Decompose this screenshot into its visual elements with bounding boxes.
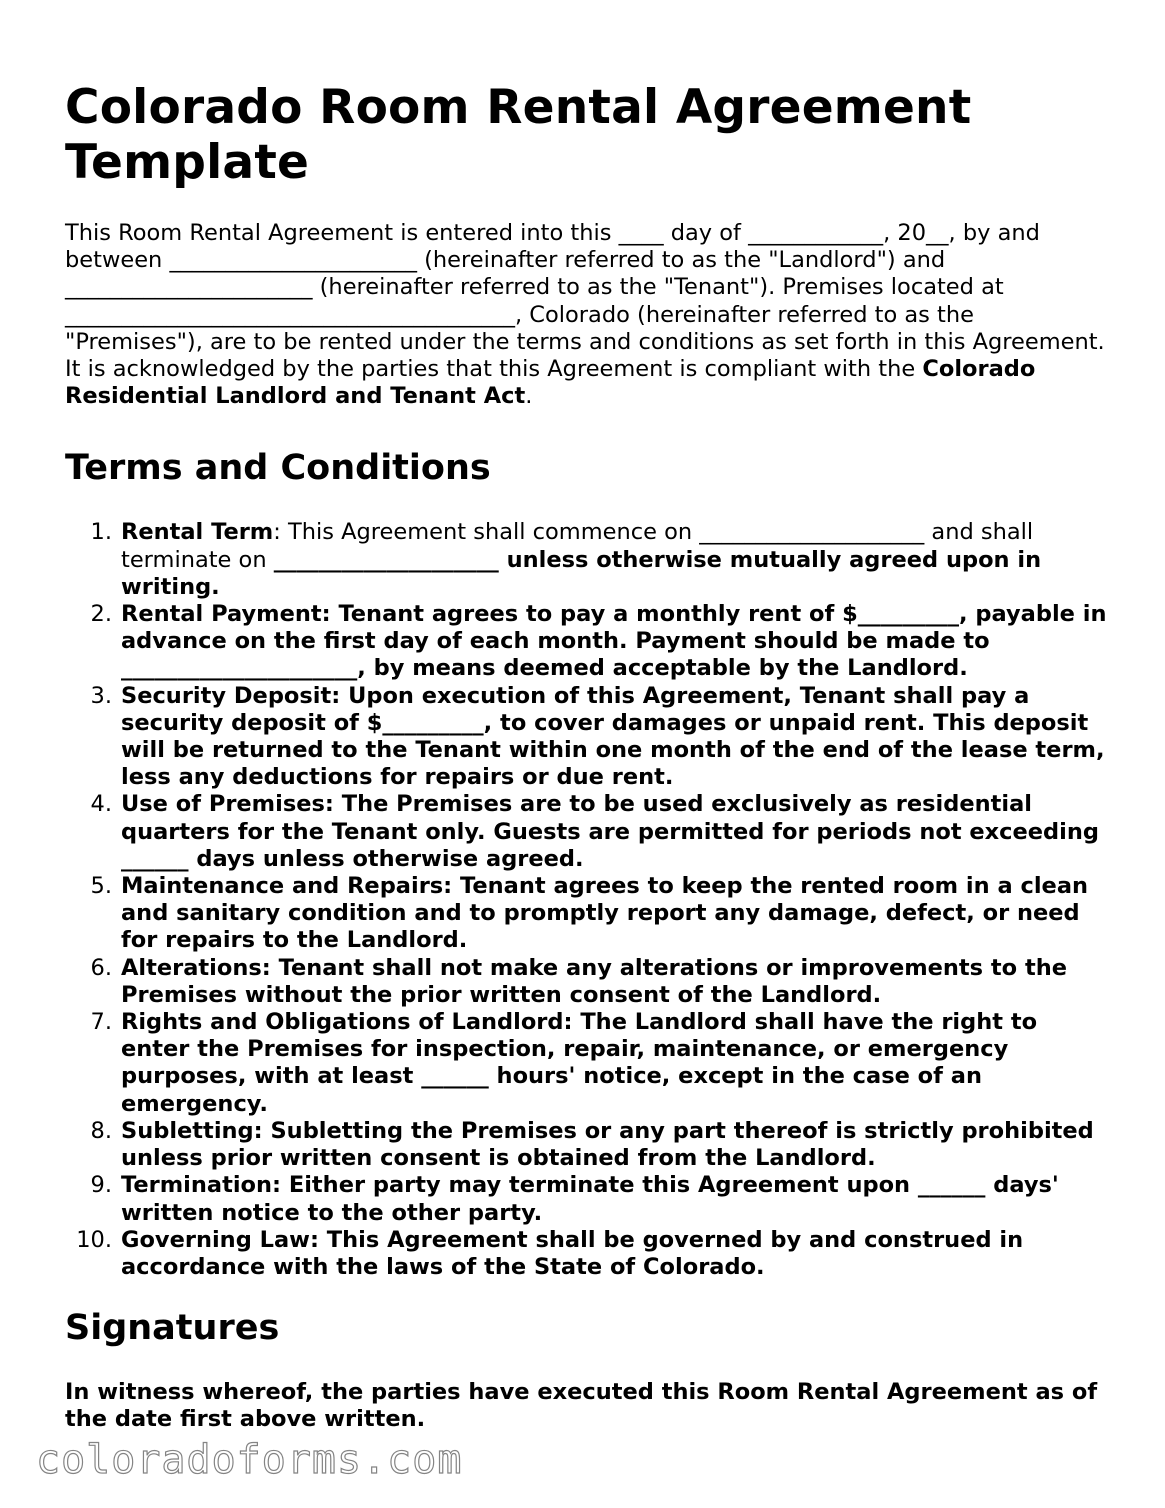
watermark-logo: coloradoforms.com — [36, 1437, 463, 1483]
term-number: 4. — [90, 791, 112, 818]
term-text: Alterations: Tenant shall not make any alterations or improvements to the Premises without the prior written consent of the Landlord. — [121, 954, 1067, 1008]
document-page — [65, 80, 1110, 1434]
term-text: Rental Payment: Tenant agrees to pay a monthly rent of $_________, payable in advance on the first day of each month. Payment should be made to _____________________, by means deemed acceptable by the Landlord. — [121, 601, 1107, 682]
term-number: 2. — [90, 601, 112, 628]
term-label: Rental Term — [121, 519, 274, 546]
term-item — [65, 519, 1110, 601]
term-text: Use of Premises: The Premises are to be used exclusively as residential quarters for the Tenant only. Guests are permitted for periods not exceeding ______ days unless otherwise agreed. — [121, 791, 1099, 872]
term-text: Rights and Obligations of Landlord: The Landlord shall have the right to enter the Premises for inspection, repair, maintenance, or emergency purposes, with at least ______ hours' notice, except in the case of an emergency. — [121, 1009, 1038, 1117]
term-number: 10. — [76, 1226, 112, 1253]
term-text: Security Deposit: Upon execution of this Agreement, Tenant shall pay a security deposit of $_________, to cover damages or unpaid rent. This deposit will be returned to the Tenant within one month of the end of the lease term, less any deductions for repairs or due rent. — [121, 682, 1105, 791]
witness-statement: In witness whereof, the parties have executed this Room Rental Agreement as of the date first above written. — [65, 1379, 1098, 1433]
term-number: 1. — [90, 519, 112, 546]
term-item — [65, 955, 1110, 1009]
term-number: 7. — [90, 1009, 112, 1036]
term-text: Maintenance and Repairs: Tenant agrees to keep the rented room in a clean and sanitary condition and to promptly report any damage, defect, or need for repairs to the Landlord. — [121, 873, 1089, 954]
term-bold-text: ____________________ unless otherwise mutually agreed upon in writing. — [121, 546, 1042, 600]
page-title: Colorado Room Rental Agreement Template — [65, 80, 972, 190]
terms-heading: Terms and Conditions — [65, 448, 491, 489]
term-number: 8. — [90, 1117, 112, 1144]
term-number: 9. — [90, 1172, 112, 1199]
terms-list — [65, 519, 1110, 1281]
term-number: 5. — [90, 873, 112, 900]
term-item — [65, 1172, 1110, 1226]
term-item — [65, 1009, 1110, 1118]
term-item — [65, 683, 1110, 792]
intro-paragraph — [65, 220, 1110, 410]
term-item — [65, 791, 1110, 873]
term-text: Termination: Either party may terminate this Agreement upon ______ days' written notice to the other party. — [121, 1172, 1059, 1226]
intro-text: This Room Rental Agreement is entered into this ____ day of ____________, 20__, by and between ______________________ (hereinafter referred to as the "Landlord") and ______________________ (hereinafter referred to as the "Tenant"). Premises located at ________________________________________, Colorado (hereinafter referred to as the "Premises"), are to be rented under the terms and conditions as set forth in this Agreement. It is acknowledged by the parties that this Agreement is compliant with the — [65, 220, 1105, 383]
term-number: 3. — [90, 682, 112, 709]
signatures-heading: Signatures — [65, 1308, 280, 1349]
term-item — [65, 601, 1110, 683]
term-item — [65, 1118, 1110, 1172]
term-text: Governing Law: This Agreement shall be governed by and construed in accordance with the laws of the State of Colorado. — [121, 1226, 1024, 1280]
term-number: 6. — [90, 954, 112, 981]
term-item — [65, 873, 1110, 955]
term-item — [65, 1227, 1110, 1281]
term-text: Subletting: Subletting the Premises or any part thereof is strictly prohibited unless prior written consent is obtained from the Landlord. — [121, 1117, 1094, 1172]
term-normal-text: : This Agreement shall commence on ____________________ and shall terminate on — [121, 519, 1034, 573]
intro-end: . — [525, 383, 533, 410]
intro-act-name: Colorado Residential Landlord and Tenant Act — [65, 356, 1036, 410]
